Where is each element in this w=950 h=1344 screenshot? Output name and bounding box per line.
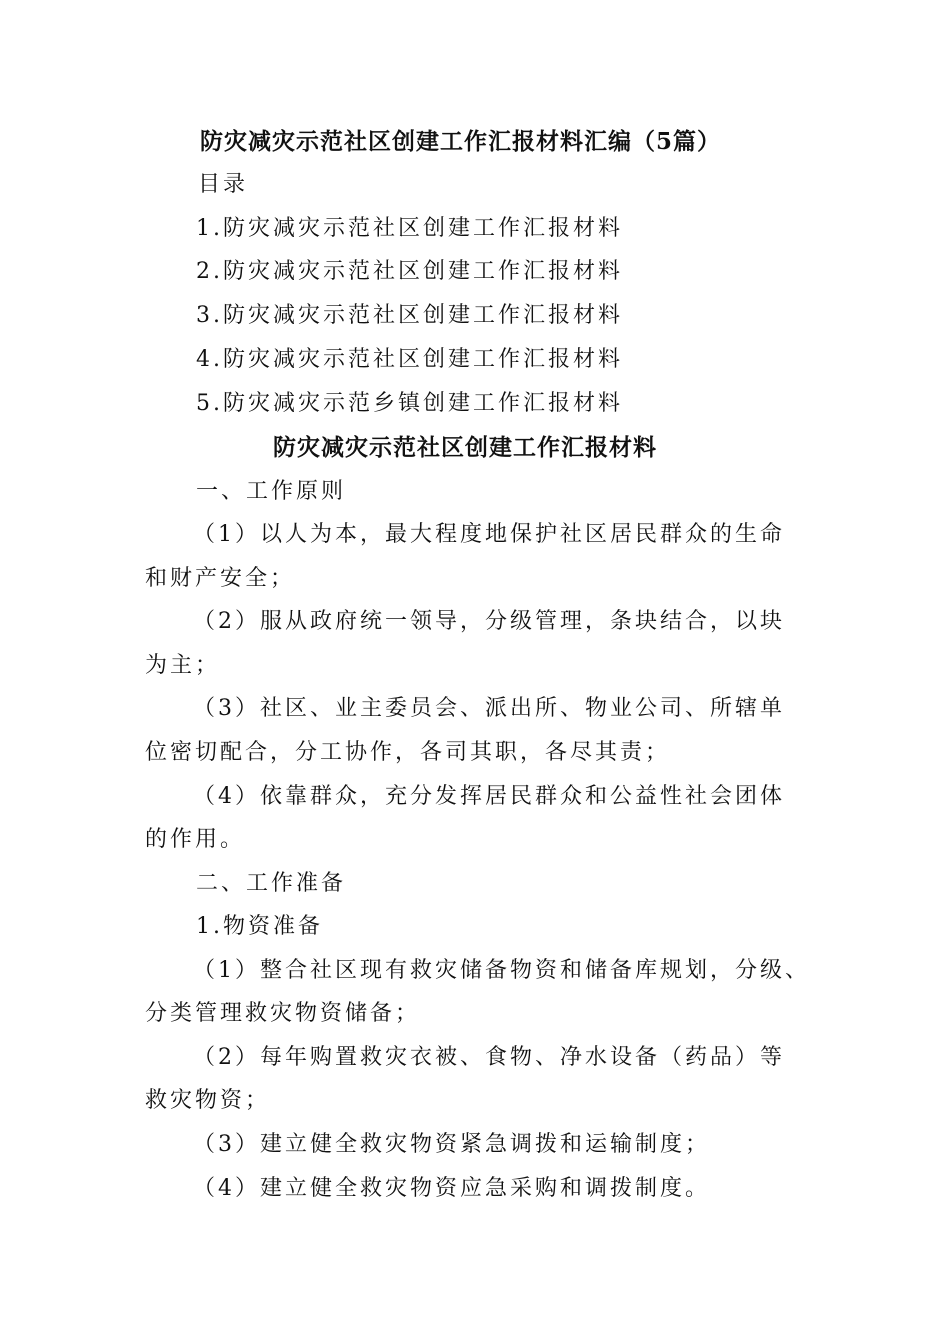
section2-heading: 二、工作准备 [196,871,347,896]
section1-item-2-line1: （2）服从政府统一领导，分级管理，条块结合，以块 [193,609,785,634]
toc-item-3[interactable]: 3.防灾减灾示范社区创建工作汇报材料 [196,303,623,328]
section2-item-1-line2: 分类管理救灾物资储备； [145,1001,421,1026]
main-title: 防灾减灾示范社区创建工作汇报材料汇编（5篇） [200,128,722,155]
section2-item-2-line1: （2）每年购置救灾衣被、食物、净水设备（药品）等 [193,1045,785,1070]
toc-item-1[interactable]: 1.防灾减灾示范社区创建工作汇报材料 [196,216,623,241]
toc-item-5[interactable]: 5.防灾减灾示范乡镇创建工作汇报材料 [196,391,623,416]
section2-item-1-line1: （1）整合社区现有救灾储备物资和储备库规划，分级、 [193,958,810,983]
section2-item-2-line2: 救灾物资； [145,1088,271,1113]
section2-item-4-line1: （4）建立健全救灾物资应急采购和调拨制度。 [193,1176,710,1201]
article-title: 防灾减灾示范社区创建工作汇报材料 [273,434,657,461]
toc-item-4[interactable]: 4.防灾减灾示范社区创建工作汇报材料 [196,347,623,372]
section1-item-1-line2: 和财产安全； [145,566,296,591]
section1-item-1-line1: （1）以人为本，最大程度地保护社区居民群众的生命 [193,522,785,547]
section2-item-3-line1: （3）建立健全救灾物资紧急调拨和运输制度； [193,1132,710,1157]
section1-item-2-line2: 为主； [145,653,221,678]
section1-item-4-line2: 的作用。 [145,827,246,852]
section2-subheading: 1.物资准备 [196,914,323,939]
toc-item-2[interactable]: 2.防灾减灾示范社区创建工作汇报材料 [196,259,623,284]
section1-item-3-line1: （3）社区、业主委员会、派出所、物业公司、所辖单 [193,696,785,721]
section1-heading: 一、工作原则 [196,479,347,504]
section1-item-4-line1: （4）依靠群众，充分发挥居民群众和公益性社会团体 [193,784,785,809]
toc-heading: 目录 [198,172,249,197]
section1-item-3-line2: 位密切配合，分工协作，各司其职，各尽其责； [145,740,671,765]
